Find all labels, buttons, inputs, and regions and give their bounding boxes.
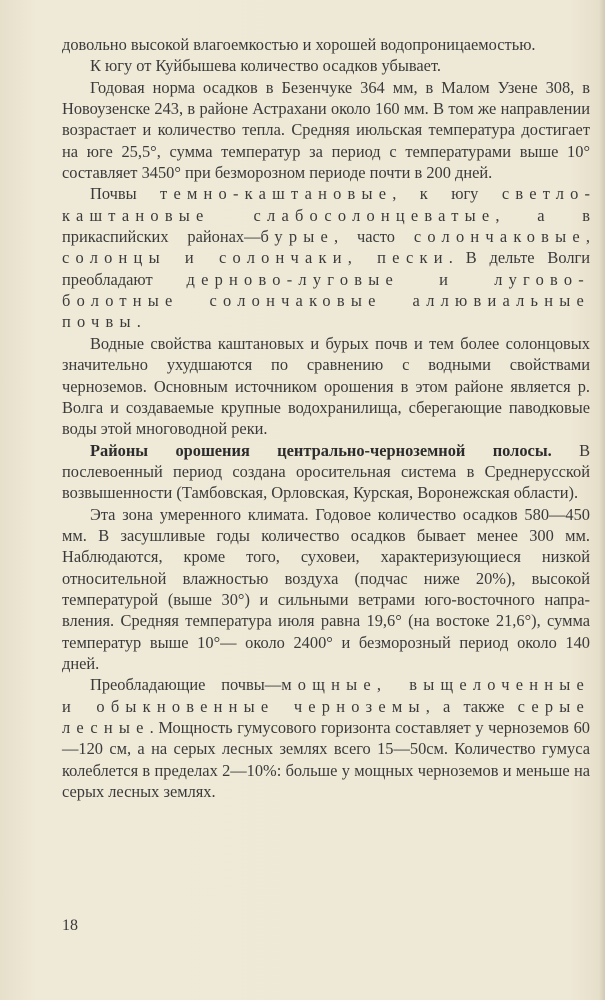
spaced-emphasis: светлокаштановые слабосолонцеватые <box>62 184 590 225</box>
section-heading: Районы орошения центрально-черноземной полосы. <box>90 440 552 460</box>
text-run: . Мощность гумусового горизонта составляет у черноземов 60—120 см, а на серых лесных землях всего 15—50см. Количество гумуса колеблется в пределах 2—10%: больше у мощных черноземов и меньше на серых лесных землях. <box>62 718 590 802</box>
paragraph <box>62 34 590 55</box>
page-edge-shadow <box>599 0 605 1000</box>
paragraph <box>62 183 590 332</box>
spaced-emphasis: дерново-луговые и лугово-болотные солончаковые аллювиальные почвы <box>62 269 590 332</box>
text-run: Почвы <box>90 184 161 204</box>
text-run: , а в прикаспийских районах— <box>62 205 590 247</box>
text-run: , часто <box>334 227 414 247</box>
paragraph <box>62 504 590 675</box>
text-run: довольно высокой влагоемкостью и хорошей водопроницаемостью. <box>62 35 536 54</box>
text-run: . В дельте Волги преобладают <box>62 248 590 289</box>
paragraph <box>62 440 590 504</box>
text-run: . <box>136 312 141 332</box>
spaced-emphasis: солонцы и солончаки, пески <box>62 248 449 268</box>
paragraph <box>62 333 590 440</box>
text-run: В послевоенный период создана оросительная система в Среднерусской возвышенности (Тамбовская, Орловская, Курская, Воронежская области). <box>62 440 591 503</box>
spaced-emphasis: темно-каштановые <box>160 184 393 204</box>
body-text <box>62 34 590 802</box>
spaced-emphasis: мощные, выщелоченные и обыкновенные черноземы <box>62 675 590 716</box>
spaced-emphasis: серые лесные <box>62 696 591 737</box>
text-run: Водные свойства каштановых и бурых почв и тем более солонцовых значительно ухудшаются по сравнению с водными свойствами черноземов. Основным источником орошения в этом районе является р. Волга и создаваемые крупные водохранилища, сберегающие паводковые воды этой многоводной реки. <box>62 333 590 439</box>
text-run: Годовая норма осадков в Безенчуке 364 мм, в Малом Узене 308, в Новоузенске 243, в районе Астрахани около 160 мм. В том же направлении возрастает и количество тепла. Средняя июльская температура достигает на юге 25,5°, сумма температур за период с температурами выше 10° составляет 3450° при безморозном периоде почти в 200 дней. <box>62 77 590 183</box>
spaced-emphasis: солончаковые <box>413 227 586 247</box>
text-run: Эта зона умеренного климата. Годовое количество осадков 580—450 мм. В засушливые годы количество осадков бывает менее 300 мм. Наблюдаются, кроме того, суховеи, характеризующиеся низкой относительной влажностью воздуха (подчас ниже 20%), высокой температурой (выше 30°) и сильными ветрами юго-восточного направления. Средняя температура июля равна 19,6° (на востоке 21,6°), сумма температур выше 10°— около 2400° и безморозный период около 140 дней. <box>62 504 590 673</box>
text-run: , к югу <box>392 184 502 204</box>
text-run: , <box>585 227 590 247</box>
page-number: 18 <box>62 917 78 934</box>
paragraph <box>62 674 590 802</box>
text-run: К югу от Куйбышева количество осадков убывает. <box>90 56 441 76</box>
paragraph <box>62 55 590 76</box>
paragraph <box>62 77 590 184</box>
text-run: , а также <box>425 696 518 716</box>
text-run: Преобладающие почвы— <box>90 675 282 695</box>
spaced-emphasis: бурые <box>260 227 335 247</box>
